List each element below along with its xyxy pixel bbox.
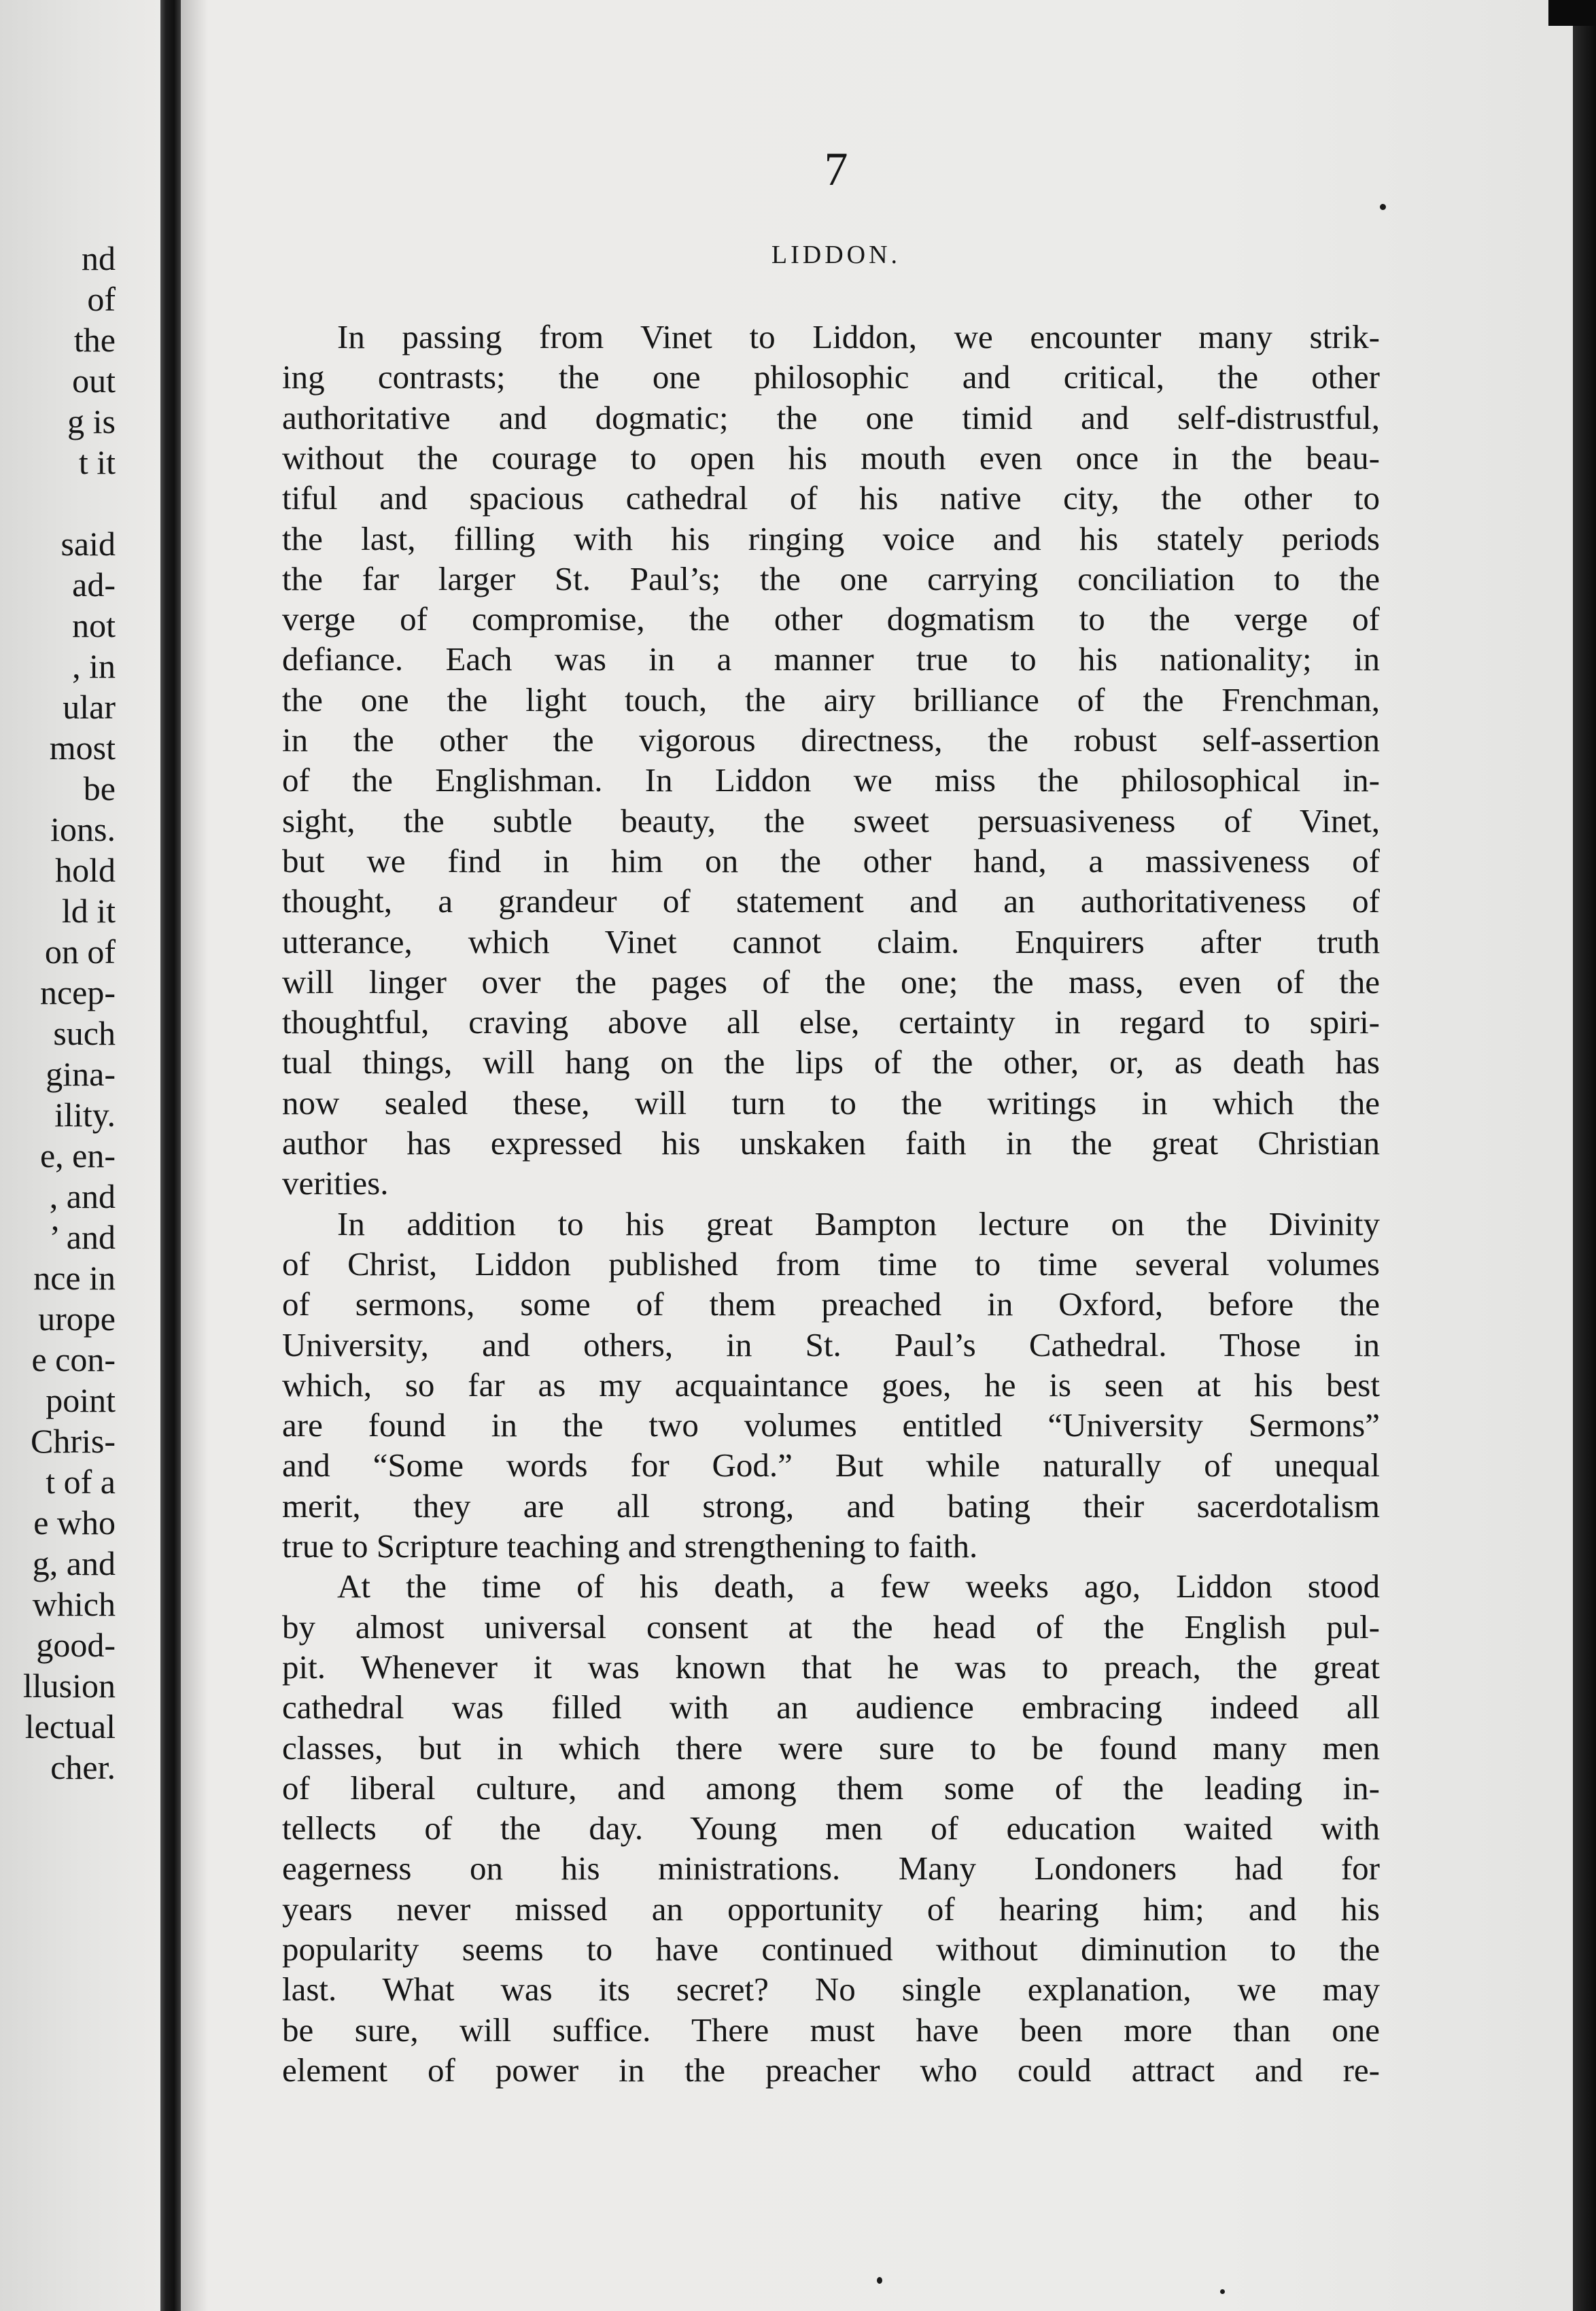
text-line: verge of compromise, the other dogmatism to the verge of [282, 600, 1380, 638]
left-page-fragment: ncep- [39, 973, 116, 1011]
text-line: In passing from Vinet to Liddon, we encounter many strik- [337, 318, 1380, 355]
text-line: of Christ, Liddon published from time to time several volumes [282, 1245, 1380, 1283]
left-page-fragment: good- [36, 1626, 116, 1664]
text-line: author has expressed his unskaken faith in the great Christian [282, 1124, 1380, 1162]
text-line: true to Scripture teaching and strengthening to faith. [282, 1527, 978, 1565]
left-page-fragment: ions. [50, 810, 116, 848]
text-line: without the courage to open his mouth even once in the beau- [282, 439, 1380, 476]
text-line: classes, but in which there were sure to be found many men [282, 1729, 1380, 1767]
left-page-fragment: hold [55, 851, 116, 889]
left-page-fragment: t it [78, 443, 116, 481]
text-line: be sure, will suffice. There must have been more than one [282, 2011, 1380, 2049]
text-line: of the Englishman. In Liddon we miss the philosophical in- [282, 761, 1380, 799]
left-page-fragment: ’ and [49, 1218, 116, 1256]
text-line: cathedral was filled with an audience embracing indeed all [282, 1688, 1380, 1726]
text-line: thoughtful, craving above all else, certainty in regard to spiri- [282, 1003, 1380, 1041]
text-line: now sealed these, will turn to the writings in which the [282, 1084, 1380, 1122]
text-line: eagerness on his ministrations. Many Londoners had for [282, 1849, 1380, 1887]
left-page-fragment: ility. [54, 1096, 116, 1134]
left-page-fragment: on of [44, 933, 116, 971]
left-page-fragment: , in [72, 647, 116, 685]
text-line: utterance, which Vinet cannot claim. Enquirers after truth [282, 923, 1380, 960]
text-line: are found in the two volumes entitled “University Sermons” [282, 1406, 1380, 1444]
text-line: tellects of the day. Young men of education waited with [282, 1809, 1380, 1847]
text-line: and “Some words for God.” But while naturally of unequal [282, 1446, 1380, 1484]
text-line: In addition to his great Bampton lecture on the Divinity [337, 1205, 1380, 1243]
left-page-fragment: llusion [22, 1667, 116, 1705]
left-page-fragment: such [53, 1014, 116, 1052]
text-line: which, so far as my acquaintance goes, he is seen at his best [282, 1366, 1380, 1404]
text-line: merit, they are all strong, and bating their sacerdotalism [282, 1487, 1380, 1525]
left-page-fragment: most [49, 729, 116, 767]
left-page-fragment: ad- [72, 566, 116, 604]
text-line: popularity seems to have continued without diminution to the [282, 1930, 1380, 1968]
left-page-fragment: e con- [31, 1340, 116, 1378]
text-line: defiance. Each was in a manner true to his nationality; in [282, 640, 1380, 678]
text-line: but we find in him on the other hand, a massiveness of [282, 842, 1380, 880]
left-page-fragment: gina- [46, 1055, 116, 1093]
left-page-fragment: e, en- [39, 1136, 116, 1175]
text-line: verities. [282, 1164, 389, 1202]
left-page-fragment: e who [33, 1504, 116, 1542]
text-line: element of power in the preacher who could attract and re- [282, 2051, 1380, 2089]
text-line: the last, filling with his ringing voice and his stately periods [282, 520, 1380, 557]
left-page-fragment: Chris- [31, 1422, 116, 1460]
left-page-fragment: said [60, 525, 116, 563]
text-line: the far larger St. Paul’s; the one carrying conciliation to the [282, 560, 1380, 597]
left-page-fragment: g, and [32, 1544, 116, 1582]
text-line: tual things, will hang on the lips of the other, or, as death has [282, 1043, 1380, 1081]
text-line: by almost universal consent at the head of the English pul- [282, 1608, 1380, 1646]
left-page-fragment: t of a [46, 1463, 116, 1501]
left-page-fragment: not [72, 606, 116, 644]
text-line: pit. Whenever it was known that he was to preach, the great [282, 1648, 1380, 1686]
text-line: thought, a grandeur of statement and an authoritativeness of [282, 882, 1380, 920]
text-line: last. What was its secret? No single explanation, we may [282, 1970, 1380, 2008]
text-line: sight, the subtle beauty, the sweet persuasiveness of Vinet, [282, 802, 1380, 839]
text-line: the one the light touch, the airy brilliance of the Frenchman, [282, 681, 1380, 718]
text-line: of sermons, some of them preached in Oxford, before the [282, 1285, 1380, 1323]
left-page-fragment: lectual [24, 1707, 116, 1745]
left-page-fragment: ld it [61, 892, 116, 930]
text-line: years never missed an opportunity of hearing him; and his [282, 1890, 1380, 1928]
text-line: tiful and spacious cathedral of his native city, the other to [282, 479, 1380, 517]
page-number: 7 [824, 143, 848, 196]
left-page-fragment: nd [82, 239, 116, 277]
text-line: At the time of his death, a few weeks ago, Liddon stood [337, 1567, 1380, 1605]
left-page-fragment: out [72, 362, 116, 400]
text-line: ing contrasts; the one philosophic and critical, the other [282, 358, 1380, 396]
left-page-fragment: which [32, 1585, 116, 1623]
left-page-fragment: g is [67, 402, 116, 440]
left-page-fragment: point [46, 1381, 116, 1419]
left-page-fragment: of [87, 280, 116, 318]
left-page-fragment: cher. [50, 1748, 116, 1786]
chapter-heading: LIDDON. [771, 241, 901, 269]
left-page-fragment: , and [49, 1177, 116, 1215]
text-line: in the other the vigorous directness, the robust self-assertion [282, 721, 1380, 759]
left-page-fragment: be [83, 769, 116, 807]
text-line: authoritative and dogmatic; the one timid and self-distrustful, [282, 399, 1380, 436]
left-page-fragment: ular [63, 688, 116, 726]
left-page-fragment: the [73, 321, 116, 359]
left-page-fragment: nce in [33, 1259, 116, 1297]
text-line: University, and others, in St. Paul’s Cathedral. Those in [282, 1326, 1380, 1363]
left-page-fragment: urope [38, 1300, 116, 1338]
text-line: will linger over the pages of the one; the mass, even of the [282, 963, 1380, 1001]
text-line: of liberal culture, and among them some of the leading in- [282, 1769, 1380, 1807]
